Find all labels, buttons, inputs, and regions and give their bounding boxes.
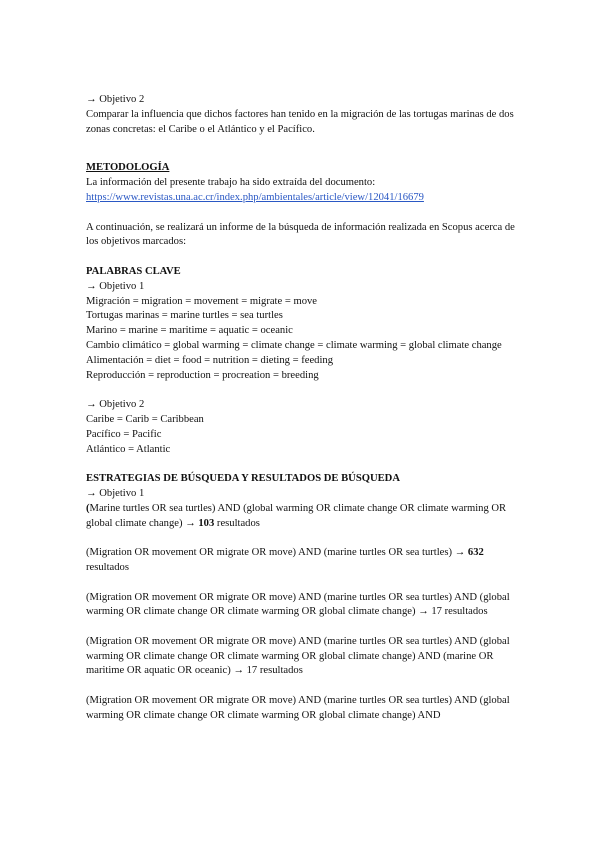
search-strategy-3: (Migration OR movement OR migrate OR move) AND (marine turtles OR sea turtles) AND (global warming OR climate change OR climate warming OR global climate change) → 17 resultados	[86, 591, 510, 618]
keyword-item: Alimentación = diet = food = nutrition = dieting = feeding	[86, 354, 333, 366]
search-strategy-2	[86, 546, 516, 576]
keywords-objective-2-label: → Objetivo 2	[86, 399, 145, 411]
report-text: A continuación, se realizará un informe de la búsqueda de información realizada en Scopus acerca de los objetivos marcados:	[86, 221, 515, 248]
document-body	[86, 93, 516, 724]
keywords-objective-1-label: → Objetivo 1	[86, 280, 145, 292]
source-link[interactable]: https://www.revistas.una.ac.cr/index.php/ambientales/article/view/12041/16679	[86, 191, 424, 203]
keyword-item: Caribe = Carib = Caribbean	[86, 413, 204, 425]
keyword-item: Atlántico = Atlantic	[86, 443, 171, 455]
methodology-heading: METODOLOGÍA	[86, 162, 170, 174]
strategy-2-count: 632	[467, 547, 484, 559]
strategies-objective-1-label: → Objetivo 1	[86, 487, 145, 499]
keyword-item: Marino = marine = maritime = aquatic = oceanic	[86, 325, 293, 337]
strategy-1-suffix: resultados	[214, 517, 260, 529]
keyword-item: Reproducción = reproduction = procreation = breeding	[86, 369, 319, 381]
keywords-heading: PALABRAS CLAVE	[86, 265, 181, 277]
strategy-1-query: Marine turtles OR sea turtles) AND (global warming OR climate change OR climate warming OR global climate change) →	[86, 502, 507, 529]
strategy-2-suffix: resultados	[86, 561, 129, 573]
objective-2-text: Comparar la influencia que dichos factores han tenido en la migración de las tortugas marinas de dos zonas concretas: el Caribe o el Atlántico y el Pacífico.	[86, 108, 514, 135]
strategy-1-count: 103	[198, 517, 215, 529]
source-text: La información del presente trabajo ha sido extraída del documento:	[86, 177, 376, 189]
keyword-item: Pacífico = Pacific	[86, 428, 162, 440]
keyword-item: Migración = migration = movement = migrate = move	[86, 295, 318, 307]
objective-2-label: → Objetivo 2	[86, 94, 145, 105]
strategy-2-query: (Migration OR movement OR migrate OR move) AND (marine turtles OR sea turtles) →	[86, 547, 468, 559]
search-strategy-5: (Migration OR movement OR migrate OR move) AND (marine turtles OR sea turtles) AND (global warming OR climate change OR climate warming OR global climate change) AND	[86, 695, 510, 721]
search-strategy-1	[86, 502, 516, 532]
keyword-item: Cambio climático = global warming = climate change = climate warming = global climate change	[86, 339, 502, 351]
strategies-heading: ESTRATEGIAS DE BÚSQUEDA Y RESULTADOS DE BÚSQUEDA	[86, 473, 400, 485]
keyword-item: Tortugas marinas = marine turtles = sea turtles	[86, 310, 283, 322]
search-strategy-4: (Migration OR movement OR migrate OR move) AND (marine turtles OR sea turtles) AND (global warming OR climate change OR climate warming OR global climate change) AND (marine OR maritime OR aquatic OR oceanic) → 17 resultados	[86, 635, 510, 677]
strategy-1-open-paren: (	[86, 502, 90, 514]
